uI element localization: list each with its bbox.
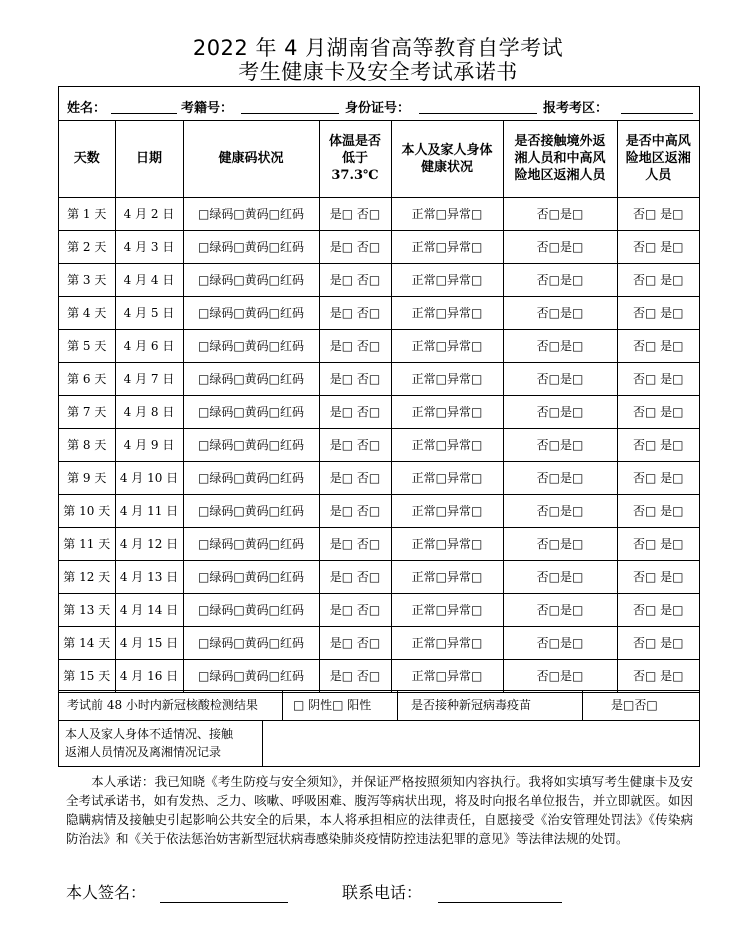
- document-title-line2: 考生健康卡及安全考试承诺书: [238, 60, 518, 84]
- risk-area-options[interactable]: 否□ 是□: [617, 461, 699, 494]
- contact-options[interactable]: 否□是□: [503, 461, 617, 494]
- health-code-options[interactable]: □绿码□黄码□红码: [183, 461, 319, 494]
- id-no-input-line[interactable]: [419, 113, 537, 114]
- day-cell: 第 3 天: [59, 263, 115, 296]
- temperature-options[interactable]: 是□ 否□: [319, 362, 391, 395]
- temperature-question: 体温是否低于: [328, 134, 381, 167]
- temperature-options[interactable]: 是□ 否□: [319, 263, 391, 296]
- family-health-options[interactable]: 正常□异常□: [391, 296, 503, 329]
- contact-options[interactable]: 否□是□: [503, 659, 617, 692]
- risk-area-options[interactable]: 否□ 是□: [617, 362, 699, 395]
- pledge-paragraph: [66, 772, 693, 848]
- health-code-options[interactable]: □绿码□黄码□红码: [183, 659, 319, 692]
- health-code-options[interactable]: □绿码□黄码□红码: [183, 593, 319, 626]
- health-code-options[interactable]: □绿码□黄码□红码: [183, 527, 319, 560]
- date-cell: 4 月 2 日: [115, 197, 183, 230]
- exam-area-label: 报考考区：: [543, 101, 609, 116]
- family-health-options[interactable]: 正常□异常□: [391, 494, 503, 527]
- date-cell: 4 月 4 日: [115, 263, 183, 296]
- phone-label: 联系电话：: [342, 883, 423, 902]
- temperature-options[interactable]: 是□ 否□: [319, 296, 391, 329]
- temperature-options[interactable]: 是□ 否□: [319, 230, 391, 263]
- vaccine-label: 是否接种新冠病毒疫苗: [411, 698, 532, 712]
- contact-options[interactable]: 否□是□: [503, 329, 617, 362]
- health-code-options[interactable]: □绿码□黄码□红码: [183, 329, 319, 362]
- family-health-options[interactable]: 正常□异常□: [391, 593, 503, 626]
- table-row: [59, 329, 699, 362]
- day-cell: 第 15 天: [59, 659, 115, 692]
- table-row: [59, 197, 699, 230]
- health-code-options[interactable]: □绿码□黄码□红码: [183, 560, 319, 593]
- exam-no-input-line[interactable]: [241, 113, 339, 114]
- table-row: [59, 428, 699, 461]
- health-code-options[interactable]: □绿码□黄码□红码: [183, 197, 319, 230]
- record-label-line1: 本人及家人身体不适情况、接触: [65, 727, 234, 741]
- family-health-options[interactable]: 正常□异常□: [391, 329, 503, 362]
- risk-area-options[interactable]: 否□ 是□: [617, 494, 699, 527]
- id-no-label: 身份证号：: [345, 101, 411, 116]
- name-input-line[interactable]: [111, 113, 177, 114]
- divider: [397, 691, 398, 720]
- day-cell: 第 1 天: [59, 197, 115, 230]
- divider: [262, 721, 263, 766]
- date-cell: 4 月 3 日: [115, 230, 183, 263]
- table-row: [59, 230, 699, 263]
- date-cell: 4 月 14 日: [115, 593, 183, 626]
- table-row: [59, 494, 699, 527]
- col-header-temperature: [319, 121, 391, 197]
- table-row: [59, 560, 699, 593]
- contact-options[interactable]: 否□是□: [503, 626, 617, 659]
- day-cell: 第 6 天: [59, 362, 115, 395]
- risk-area-options[interactable]: 否□ 是□: [617, 296, 699, 329]
- risk-area-options[interactable]: 否□ 是□: [617, 593, 699, 626]
- contact-options[interactable]: 否□是□: [503, 527, 617, 560]
- temperature-options[interactable]: 是□ 否□: [319, 527, 391, 560]
- temperature-options[interactable]: 是□ 否□: [319, 395, 391, 428]
- family-health-options[interactable]: 正常□异常□: [391, 461, 503, 494]
- name-label: 姓名：: [67, 101, 107, 116]
- day-cell: 第 2 天: [59, 230, 115, 263]
- contact-options[interactable]: 否□是□: [503, 197, 617, 230]
- health-card-form: [58, 86, 700, 767]
- day-cell: 第 13 天: [59, 593, 115, 626]
- signature-input-line[interactable]: [160, 902, 288, 903]
- temperature-options[interactable]: 是□ 否□: [319, 329, 391, 362]
- record-label-line2: 返湘人员情况及离湘情况记录: [65, 745, 222, 759]
- risk-area-options[interactable]: 否□ 是□: [617, 659, 699, 692]
- temperature-options[interactable]: 是□ 否□: [319, 659, 391, 692]
- day-cell: 第 11 天: [59, 527, 115, 560]
- date-cell: 4 月 15 日: [115, 626, 183, 659]
- day-cell: 第 10 天: [59, 494, 115, 527]
- family-health-options[interactable]: 正常□异常□: [391, 527, 503, 560]
- temperature-options[interactable]: 是□ 否□: [319, 560, 391, 593]
- day-cell: 第 14 天: [59, 626, 115, 659]
- contact-options[interactable]: 否□是□: [503, 593, 617, 626]
- health-code-options[interactable]: □绿码□黄码□红码: [183, 626, 319, 659]
- date-cell: 4 月 9 日: [115, 428, 183, 461]
- nucleic-test-options[interactable]: □ 阴性□ 阳性: [293, 698, 372, 712]
- day-cell: 第 8 天: [59, 428, 115, 461]
- family-health-options[interactable]: 正常□异常□: [391, 197, 503, 230]
- contact-options[interactable]: 否□是□: [503, 395, 617, 428]
- risk-area-options[interactable]: 否□ 是□: [617, 230, 699, 263]
- family-health-options[interactable]: 正常□异常□: [391, 560, 503, 593]
- nucleic-test-label: 考试前 48 小时内新冠核酸检测结果: [67, 698, 258, 712]
- risk-area-options[interactable]: 否□ 是□: [617, 197, 699, 230]
- phone-input-line[interactable]: [438, 902, 562, 903]
- date-cell: 4 月 13 日: [115, 560, 183, 593]
- nucleic-vaccine-row: [59, 690, 699, 721]
- date-cell: 4 月 11 日: [115, 494, 183, 527]
- col-header-contact: 是否接触境外返湘人员和中高风险地区返湘人员: [503, 121, 617, 197]
- col-header-risk-area: 是否中高风险地区返湘人员: [617, 121, 699, 197]
- temperature-options[interactable]: 是□ 否□: [319, 428, 391, 461]
- family-health-options[interactable]: 正常□异常□: [391, 263, 503, 296]
- family-health-options[interactable]: 正常□异常□: [391, 362, 503, 395]
- health-code-options[interactable]: □绿码□黄码□红码: [183, 362, 319, 395]
- date-cell: 4 月 8 日: [115, 395, 183, 428]
- temperature-options[interactable]: 是□ 否□: [319, 626, 391, 659]
- date-cell: 4 月 10 日: [115, 461, 183, 494]
- col-header-family-health: 本人及家人身体健康状况: [391, 121, 503, 197]
- day-cell: 第 5 天: [59, 329, 115, 362]
- contact-options[interactable]: 否□是□: [503, 230, 617, 263]
- date-cell: 4 月 6 日: [115, 329, 183, 362]
- family-health-options[interactable]: 正常□异常□: [391, 230, 503, 263]
- health-code-options[interactable]: □绿码□黄码□红码: [183, 230, 319, 263]
- day-cell: 第 4 天: [59, 296, 115, 329]
- table-row: [59, 527, 699, 560]
- date-cell: 4 月 7 日: [115, 362, 183, 395]
- daily-health-table: [59, 121, 699, 693]
- day-cell: 第 7 天: [59, 395, 115, 428]
- document-title-line1: 2022 年 4 月湖南省高等教育自学考试: [192, 36, 564, 60]
- risk-area-options[interactable]: 否□ 是□: [617, 527, 699, 560]
- contact-options[interactable]: 否□是□: [503, 560, 617, 593]
- risk-area-options[interactable]: 否□ 是□: [617, 263, 699, 296]
- health-code-options[interactable]: □绿码□黄码□红码: [183, 428, 319, 461]
- health-code-options[interactable]: □绿码□黄码□红码: [183, 494, 319, 527]
- table-row: [59, 626, 699, 659]
- day-cell: 第 9 天: [59, 461, 115, 494]
- pledge-text: 本人承诺：我已知晓《考生防疫与安全须知》，并保证严格按照须知内容执行。我将如实填写考生健康卡及安全考试承诺书，如有发热、乏力、咳嗽、呼吸困难、腹泻等病状出现，将及时向报名单位报告，并立即就医。如因隐瞒病情及接触史引起影响公共安全的后果，本人将承担相应的法律责任，自愿接受《治安管理处罚法》《传染病防治法》和《关于依法惩治妨害新型冠状病毒感染肺炎疫情防控违法犯罪的意见》等法律法规的处罚。: [66, 774, 693, 846]
- family-health-options[interactable]: 正常□异常□: [391, 626, 503, 659]
- family-health-options[interactable]: 正常□异常□: [391, 428, 503, 461]
- exam-area-input-line[interactable]: [621, 113, 693, 114]
- risk-area-options[interactable]: 否□ 是□: [617, 626, 699, 659]
- risk-area-options[interactable]: 否□ 是□: [617, 560, 699, 593]
- date-cell: 4 月 16 日: [115, 659, 183, 692]
- contact-options[interactable]: 否□是□: [503, 428, 617, 461]
- risk-area-options[interactable]: 否□ 是□: [617, 395, 699, 428]
- table-body: [59, 197, 699, 692]
- family-health-options[interactable]: 正常□异常□: [391, 395, 503, 428]
- col-header-date: 日期: [115, 121, 183, 197]
- table-row: [59, 362, 699, 395]
- identity-header-row: [59, 87, 699, 121]
- table-row: [59, 263, 699, 296]
- table-row: [59, 296, 699, 329]
- family-health-options[interactable]: 正常□异常□: [391, 659, 503, 692]
- col-header-day: 天数: [59, 121, 115, 197]
- contact-options[interactable]: 否□是□: [503, 494, 617, 527]
- exam-no-label: 考籍号：: [181, 101, 234, 116]
- divider: [582, 691, 583, 720]
- risk-area-options[interactable]: 否□ 是□: [617, 428, 699, 461]
- contact-options[interactable]: 否□是□: [503, 263, 617, 296]
- health-code-options[interactable]: □绿码□黄码□红码: [183, 296, 319, 329]
- temperature-threshold: 37.3℃: [331, 168, 379, 184]
- temperature-options[interactable]: 是□ 否□: [319, 494, 391, 527]
- table-row: [59, 461, 699, 494]
- signature-label: 本人签名：: [66, 883, 147, 902]
- vaccine-options[interactable]: 是□否□: [611, 698, 658, 712]
- health-code-options[interactable]: □绿码□黄码□红码: [183, 263, 319, 296]
- contact-options[interactable]: 否□是□: [503, 296, 617, 329]
- temperature-options[interactable]: 是□ 否□: [319, 461, 391, 494]
- risk-area-options[interactable]: 否□ 是□: [617, 329, 699, 362]
- divider: [282, 691, 283, 720]
- date-cell: 4 月 12 日: [115, 527, 183, 560]
- contact-options[interactable]: 否□是□: [503, 362, 617, 395]
- table-row: [59, 395, 699, 428]
- temperature-options[interactable]: 是□ 否□: [319, 197, 391, 230]
- record-row: [59, 721, 699, 766]
- temperature-options[interactable]: 是□ 否□: [319, 593, 391, 626]
- col-header-health-code: 健康码状况: [183, 121, 319, 197]
- table-row: [59, 593, 699, 626]
- day-cell: 第 12 天: [59, 560, 115, 593]
- table-row: [59, 659, 699, 692]
- record-label: [65, 725, 233, 761]
- date-cell: 4 月 5 日: [115, 296, 183, 329]
- health-code-options[interactable]: □绿码□黄码□红码: [183, 395, 319, 428]
